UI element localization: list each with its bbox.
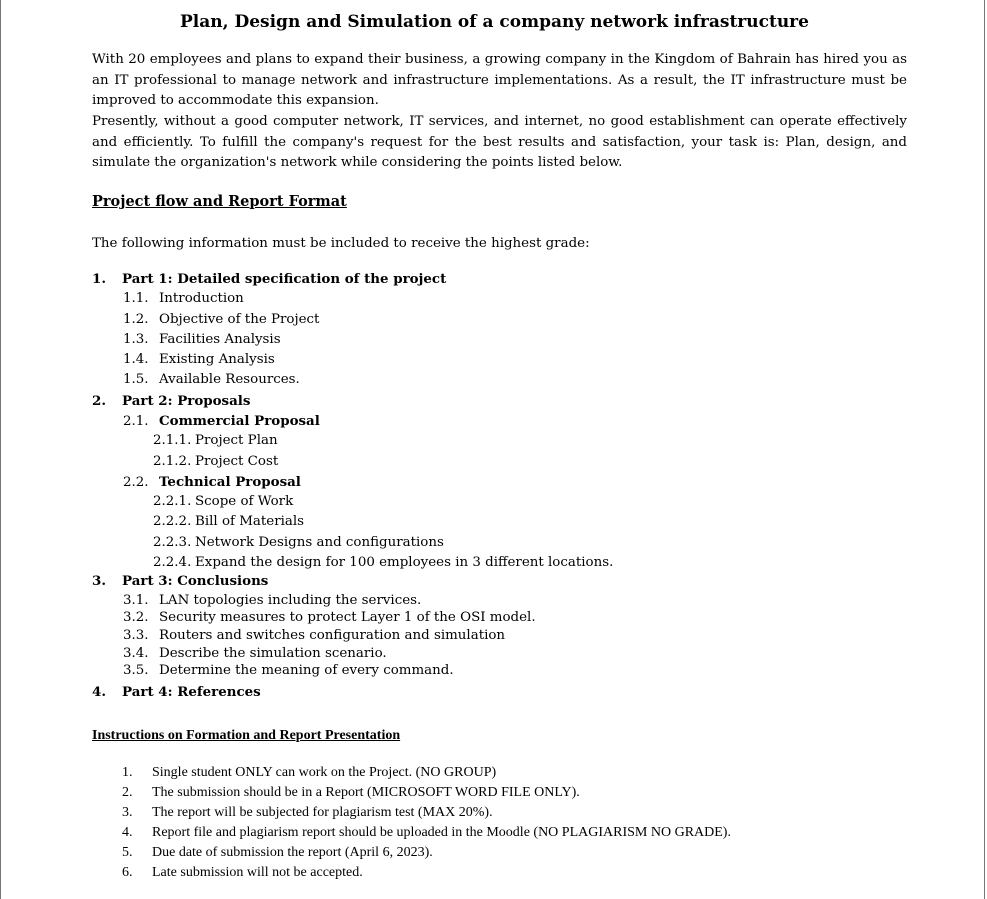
outline-item: 3.3. Routers and switches configuration and simulation <box>123 628 506 643</box>
instruction-item: 4. Report file and plagiarism report should be uploaded in the Moodle (NO PLAGIARISM NO GRADE). <box>122 825 731 840</box>
outline-item: 2. Part 2: Proposals <box>92 393 251 409</box>
outline-item: 1. Part 1: Detailed specification of the project <box>92 271 447 287</box>
instruction-item: 6. Late submission will not be accepted. <box>122 865 363 880</box>
outline-item: 3. Part 3: Conclusions <box>92 573 269 589</box>
outline-item: 1.5. Available Resources. <box>123 372 300 387</box>
instruction-item: 1. Single student ONLY can work on the Project. (NO GROUP) <box>122 765 497 780</box>
outline-item: 1.1. Introduction <box>123 291 244 306</box>
outline-item: 3.5. Determine the meaning of every command. <box>123 663 454 678</box>
instruction-item: 2. The submission should be in a Report (MICROSOFT WORD FILE ONLY). <box>122 785 580 800</box>
section-heading-instructions: Instructions on Formation and Report Presentation <box>92 728 401 743</box>
outline-item: 2.2. Technical Proposal <box>123 474 301 490</box>
outline-item: 1.2. Objective of the Project <box>123 312 320 327</box>
outline-item: 2.1.2. Project Cost <box>153 454 279 469</box>
outline-item: 2.2.3. Network Designs and configurations <box>153 535 444 550</box>
outline-item: 1.3. Facilities Analysis <box>123 332 281 347</box>
intro-paragraph-2: Presently, without a good computer network, IT services, and internet, no good establishment can operate effectively and efficiently. To fulfill the company's request for the best results and satisfaction, your task is: Plan, design, and simulate the organization's network while considering the points listed below. <box>92 114 907 170</box>
instruction-item: 3. The report will be subjected for plagiarism test (MAX 20%). <box>122 805 493 820</box>
outline-item: 4. Part 4: References <box>92 684 261 700</box>
section-heading-project-flow: Project flow and Report Format <box>92 193 347 210</box>
outline-item: 3.1. LAN topologies including the services. <box>123 593 422 608</box>
document-title: Plan, Design and Simulation of a company network infrastructure <box>180 12 809 32</box>
outline-item: 3.2. Security measures to protect Layer 1 of the OSI model. <box>123 610 536 625</box>
outline-item: 2.2.1. Scope of Work <box>153 494 294 509</box>
instruction-item: 5. Due date of submission the report (April 6, 2023). <box>122 845 433 860</box>
outline-item: 2.2.4. Expand the design for 100 employees in 3 different locations. <box>153 555 614 570</box>
outline-item: 1.4. Existing Analysis <box>123 352 275 367</box>
outline-item: 2.2.2. Bill of Materials <box>153 514 305 529</box>
outline-item: 3.4. Describe the simulation scenario. <box>123 646 387 661</box>
outline-item: 2.1.1. Project Plan <box>153 433 278 448</box>
grade-statement: The following information must be included to receive the highest grade: <box>92 236 590 251</box>
outline-item: 2.1. Commercial Proposal <box>123 413 320 429</box>
intro-paragraph-1: With 20 employees and plans to expand their business, a growing company in the Kingdom of Bahrain has hired you as an IT professional to manage network and infrastructure implementations. As a result, the IT infrastructure must be improved to accommodate this expansion. <box>92 52 907 108</box>
